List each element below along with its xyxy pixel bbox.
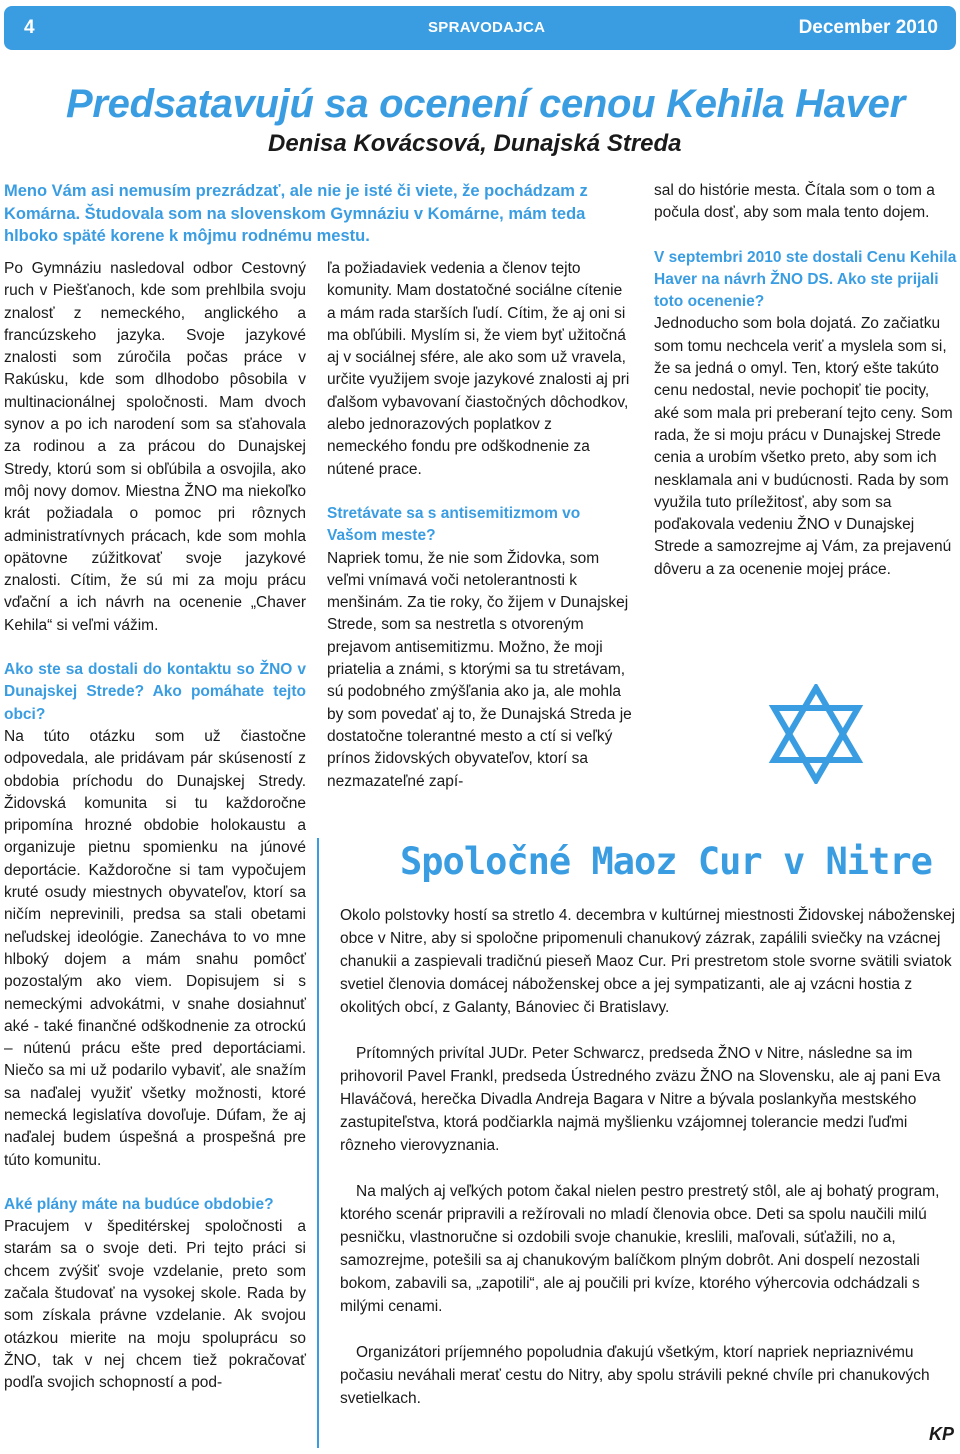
paragraph: sal do histórie mesta. Čítala som o tom a počula dosť, aby som mala tento dojem. xyxy=(654,182,935,222)
paragraph: Prítomných privítal JUDr. Peter Schwarcz, predseda ŽNO v Nitre, následne sa im prihovoril Pavel Frankl, predseda Ústredného zväzu ŽNO na Slovensku, ale aj pani Eva Hlaváčová, herečka Divadla Andreja Bagara v Nitre a bývala poslankyňa mestského zastupiteľstva, ktorá podčiarkla najmä myšlienku vzájomnej tolerancie medzi ľuďmi rôzneho vierovyznania. xyxy=(340,1045,941,1154)
star-of-david-icon xyxy=(766,684,866,784)
issue-date: December 2010 xyxy=(798,17,938,38)
column-divider xyxy=(317,838,319,1448)
article2-body xyxy=(340,904,956,1433)
article-author: Denisa Kovácsová, Dunajská Streda xyxy=(268,130,682,157)
spacer xyxy=(327,481,632,503)
spacer xyxy=(4,637,306,659)
paragraph: Okolo polstovky hostí sa stretlo 4. decembra v kultúrnej miestnosti Židovskej náboženskej obce v Nitre, aby si spoločne pripomenuli chanukový zázrak, zapálili sviečky na vzácnej chanukii a zaspievali tradičnú pieseň Maoz Cur. Pri prestretom stole svorne svätili sviatok svetiel členovia domácej náboženskej obce a jej sympatizanti, ale aj vzácni hostia z okolitých obcí, z Galanty, Bánoviec či Bratislavy. xyxy=(340,907,956,1016)
page-number: 4 xyxy=(24,17,35,38)
answer: Napriek tomu, že nie som Židovka, som veľmi vnímavá voči netolerantnosti k menšinám. Za tie roky, čo žijem v Dunajskej Strede, som sa nestretla s otvoreným prejavom antisemitizmu. Možno, že moji priatelia a známi, s ktorými sa tu stretávam, sú podobného zmýšľania ako ja, ale mohla by som povedať aj to, že Dunajská Streda je dostatočne tolerantné mesto a ctí si veľký prínos židovských obyvateľov, ktorí sa nezmazateľné zapí- xyxy=(327,549,632,790)
answer: Pracujem v špeditérskej spoločnosti a starám sa o svoje deti. Pri tejto práci si chcem zvýšiť svoje vzdelanie, preto som začala študovať na vysokej skole. Rada by som získala právne vzdelanie. Ak svojou otázkou mierite na moju spoluprácu so ŽNO, tak v nej chcem tiež pokračovať podľa svojich schopností a pod- xyxy=(4,1218,306,1392)
paragraph: ľa požiadaviek vedenia a členov tejto komunity. Mam dostatočné sociálne cítenie a mám rada starších ľudí. Cítim, že aj oni si ma obľúbili. Myslím si, že viem byť užitočná aj v sociálnej sfére, ale ako som už vravela, určite využijem svoje jazykové znalosti aj pri ďalšom vybavovaní čiastočných dôchodkov, alebo jednorazových poplatkov z nemeckého fondu pre odškodnenie za nútené prace. xyxy=(327,260,630,478)
paragraph: Na malých aj veľkých potom čakal nielen pestro prestretý stôl, ale aj bohatý program, ktorého scenár pripravili a režírovali no mladí členovia obce. Deti sa spolu naučili milú pesničku, vlastnoručne si ozdobili svoje chanukie, kreslili, maľovali, súťažili, no a, samozrejme, potešili sa aj chanukovým balíčkom plným dobrôt. Ani dospelí nezostali bokom, zabavili sa, „zapotili“, ale aj poučili pri kvíze, ktorého výhercovia odchádzali s milými cenami. xyxy=(340,1183,940,1315)
author-initials: KP xyxy=(928,1424,954,1444)
paragraph: Organizátori príjemného popoludnia ďakujú všetkým, ktorí napriek nepriaznivému počasiu neváhali merať cestu do Nitry, aby spolu strávili pekné chvíle pri chanukových svetielkach. xyxy=(340,1344,930,1407)
question: Stretávate sa s antisemitizmom vo Vašom meste? xyxy=(327,504,581,545)
article-lead: Meno Vám asi nemusím prezrádzať, ale nie je isté či viete, že pochádzam z Komárna. Študovala som na slovenskom Gymnáziu v Komárne, mám teda hlboko späté korene k môjmu rodnému mestu. xyxy=(4,182,588,245)
paragraph: Po Gymnáziu nasledoval odbor Cestovný ruch v Piešťanoch, kde som prehlbila svoju znalosť z nemeckého, anglického a francúzskeho jazyka. Svoje jazykové znalosti som zúročila počas práce v Rakúsku, kde som dlhodobo pôsobila v multinacionálnej spoločnosti. Mam dvoch synov a po ich narodení som sa sťahovala za rodinou a za prácou do Dunajskej Stredy, ktorú som si obľúbila a osvojila, ako môj novy domov. Miestna ŽNO ma niekoľko krát požiadala o pomoc pri rôznych administratívnych prácach, kde som mohla opätovne zúžitkovať svoje jazykové znalosti. Cítim, že sú mi za moju prácu vďační a ich návrh na ocenenie „Chaver Kehila“ si veľmi vážim. xyxy=(4,260,306,634)
article-column-1 xyxy=(4,258,306,1395)
spacer xyxy=(4,1172,306,1194)
page-header xyxy=(4,6,956,50)
question: V septembri 2010 ste dostali Cenu Kehila Haver na návrh ŽNO DS. Ako ste prijali toto ocenenie? xyxy=(654,248,957,311)
publication-name: SPRAVODAJCA xyxy=(428,19,546,36)
answer: Jednoducho som bola dojatá. Zo začiatku som tomu nechcela veriť a myslela som si, že sa jedná o omyl. Ten, ktorý ešte takúto cenu nedostal, nevie pochopiť tie pocity, aké som mala pri preberaní tejto ceny. Som rada, že si moju prácu v Dunajskej Strede cenia a urobím všetko preto, aby som ich nesklamala ani v budúcnosti. Rada by som využila tuto príležitosť, aby som sa poďakovala vedeniu ŽNO v Dunajskej Strede a samozrejme aj Vám, za prejavenú dôveru a za ocenenie mojej práce. xyxy=(654,315,953,578)
article2-title: Spoločné Maoz Cur v Nitre xyxy=(400,840,932,883)
spacer xyxy=(654,225,958,247)
article-title: Predsatavujú sa ocenení cenou Kehila Haver xyxy=(66,82,905,126)
answer: Na túto otázku som už čiastočne odpovedala, ale pridávam pár skúseností z obdobia príchodu do Dunajskej Stredy. Židovská komunita si tu každoročne pripomína hrozné obdobie holokaustu a organizuje pietnu spomienku na júnové deportácie. Každoročne si tam vypočujem kruté osudy miestnych obyvateľov, ktorí sa ničím neprevinili, predsa sa stali obetami neľudskej ideológie. Zanecháva to vo mne hlboký dojem a mám snahu pomôcť pozostalým ako viem. Dopisujem si s nemeckými advokátmi, v snahe dosiahnuť aké - také finančné odškodnenie za otrockú – nútenú prácu ešte pred deportáciami. Niečo sa mi už podarilo vybaviť, ale snažím sa naďalej využiť všetky možnosti, ktoré nemecká legislatíva dovoľuje. Dúfam, že aj naďalej budem úspešná a prospešná pre túto komunitu. xyxy=(4,727,306,1169)
question: Aké plány máte na budúce obdobie? xyxy=(4,1195,274,1213)
article-column-2 xyxy=(327,258,632,793)
article-column-3 xyxy=(654,180,958,581)
question: Ako ste sa dostali do kontaktu so ŽNO v Dunajskej Strede? Ako pomáhate tejto obci? xyxy=(4,661,306,723)
